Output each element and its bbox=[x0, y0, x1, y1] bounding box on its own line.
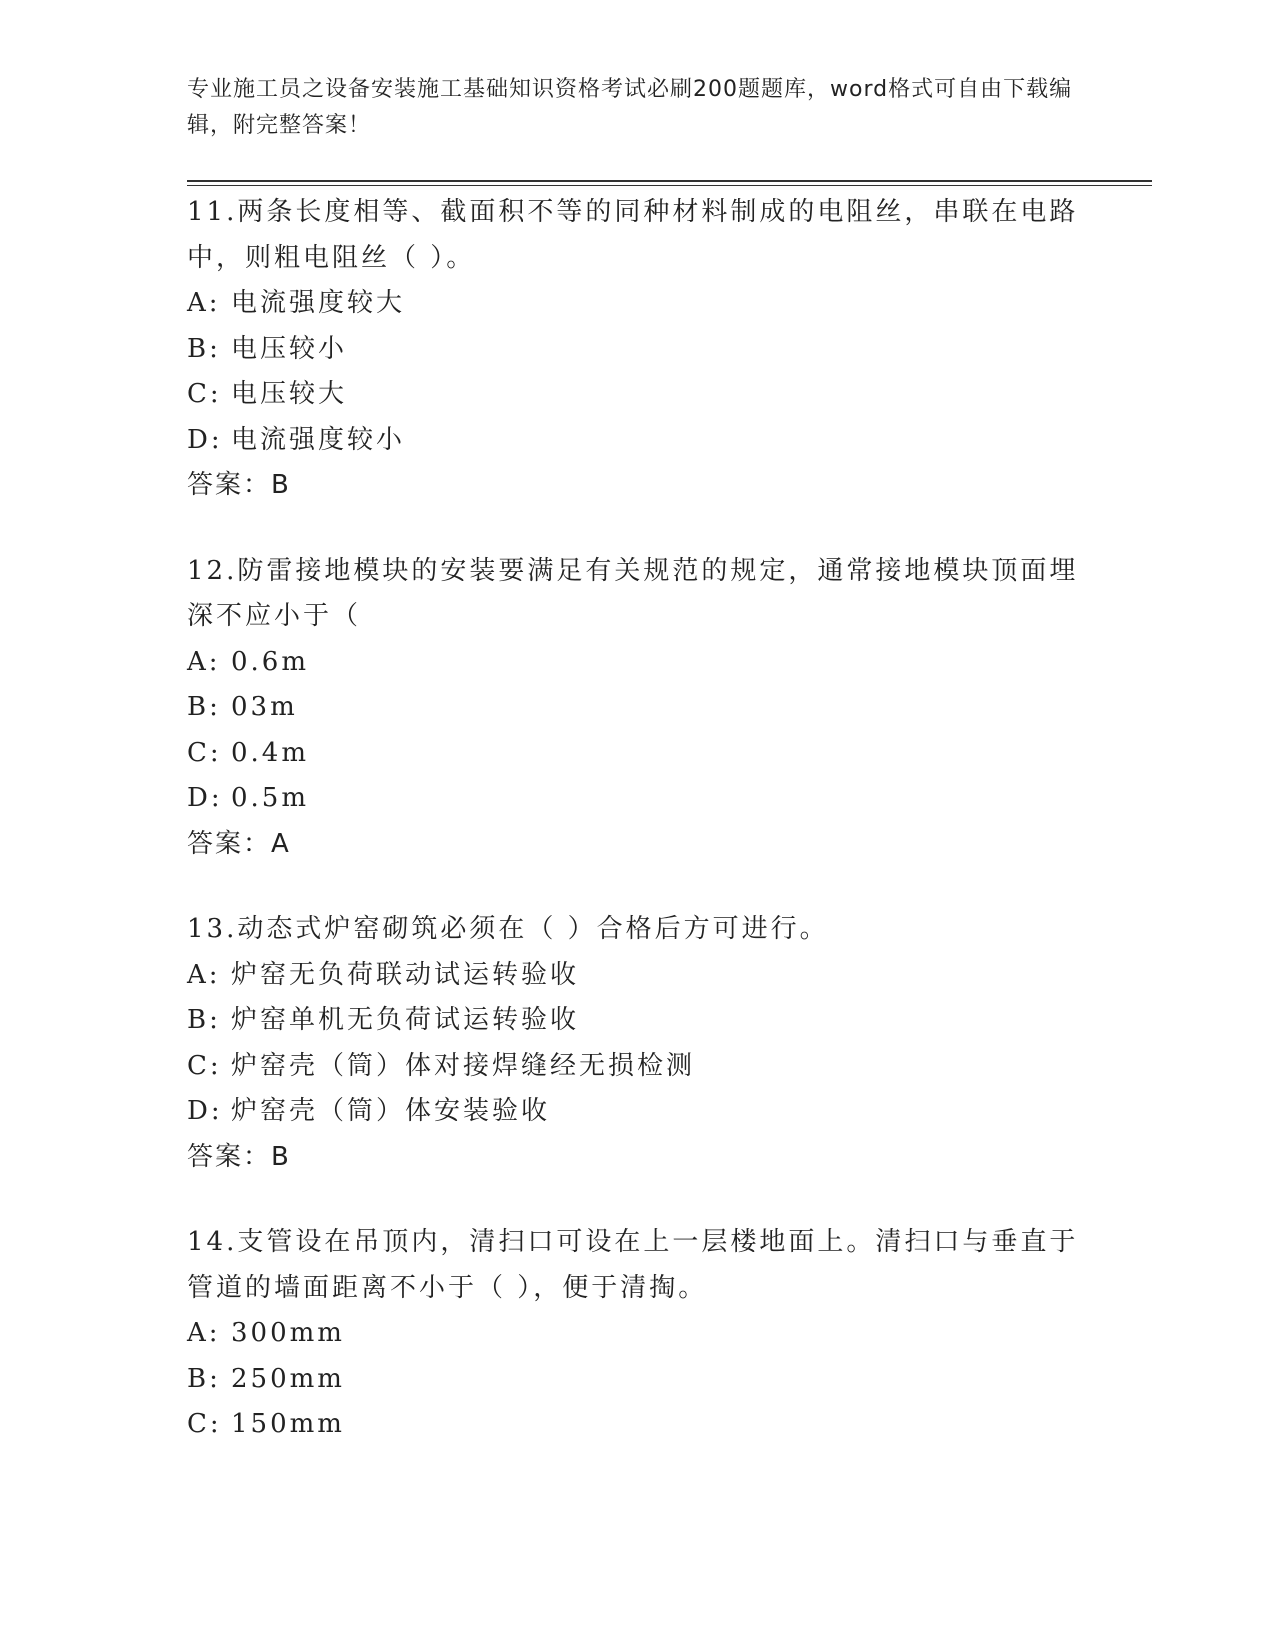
option-b bbox=[187, 327, 1087, 373]
option-text: 150mm bbox=[231, 1409, 345, 1439]
option-key: D: bbox=[187, 1096, 223, 1126]
option-key: B: bbox=[187, 692, 221, 722]
option-key: A: bbox=[187, 288, 221, 318]
option-key: D: bbox=[187, 424, 223, 455]
option-b bbox=[187, 998, 1087, 1044]
option-text: 03m bbox=[231, 692, 298, 722]
option-text: 300mm bbox=[231, 1318, 345, 1348]
option-text: 0.5m bbox=[231, 783, 310, 813]
option-text: 炉窑单机无负荷试运转验收 bbox=[231, 1005, 580, 1035]
option-a bbox=[187, 1311, 1087, 1357]
option-key: A: bbox=[187, 959, 221, 990]
option-text: 0.6m bbox=[231, 646, 310, 677]
option-c bbox=[187, 372, 1087, 418]
option-b bbox=[187, 1357, 1087, 1403]
option-key: A: bbox=[187, 646, 221, 677]
question-11 bbox=[187, 190, 1087, 509]
option-a bbox=[187, 953, 1087, 999]
question-stem: 12.防雷接地模块的安装要满足有关规范的规定，通常接地模块顶面埋深不应小于（ bbox=[187, 555, 1079, 631]
option-key: D: bbox=[187, 783, 223, 813]
option-key: B: bbox=[187, 333, 221, 364]
option-text: 电压较小 bbox=[231, 333, 348, 364]
option-text: 250mm bbox=[231, 1363, 345, 1394]
question-stem: 13.动态式炉窑砌筑必须在（ ）合格后方可进行。 bbox=[187, 914, 829, 944]
question-stem: 14.支管设在吊顶内，清扫口可设在上一层楼地面上。清扫口与垂直于管道的墙面距离不小于（ ），便于清掏。 bbox=[187, 1227, 1079, 1303]
option-key: C: bbox=[187, 737, 222, 768]
option-c bbox=[187, 731, 1087, 777]
option-key: B: bbox=[187, 1005, 221, 1035]
option-a bbox=[187, 281, 1087, 327]
answer-line: 答案：B bbox=[187, 1141, 291, 1172]
option-text: 炉窑壳（筒）体安装验收 bbox=[231, 1096, 551, 1126]
option-c bbox=[187, 1402, 1087, 1448]
option-b bbox=[187, 685, 1087, 731]
question-12 bbox=[187, 549, 1087, 868]
option-text: 炉窑壳（筒）体对接焊缝经无损检测 bbox=[231, 1050, 696, 1081]
option-text: 0.4m bbox=[231, 737, 310, 768]
document-header: 专业施工员之设备安装施工基础知识资格考试必刷200题题库，word格式可自由下载编辑，附完整答案！ bbox=[187, 77, 1073, 138]
option-a bbox=[187, 640, 1087, 686]
answer-line: 答案：A bbox=[187, 828, 291, 859]
question-13 bbox=[187, 907, 1087, 1180]
question-list bbox=[187, 190, 1087, 1488]
option-key: C: bbox=[187, 1050, 222, 1081]
option-text: 炉窑无负荷联动试运转验收 bbox=[231, 959, 580, 990]
header-divider-thick bbox=[187, 180, 1152, 182]
option-key: B: bbox=[187, 1363, 221, 1394]
question-14 bbox=[187, 1220, 1087, 1448]
option-text: 电压较大 bbox=[231, 379, 348, 409]
question-stem: 11.两条长度相等、截面积不等的同种材料制成的电阻丝，串联在电路中，则粗电阻丝（ ）。 bbox=[187, 197, 1079, 273]
header-divider-thin bbox=[187, 185, 1152, 186]
option-c bbox=[187, 1044, 1087, 1090]
option-text: 电流强度较大 bbox=[231, 288, 406, 318]
answer-line: 答案：B bbox=[187, 470, 291, 500]
option-d bbox=[187, 1089, 1087, 1135]
option-key: A: bbox=[187, 1318, 221, 1348]
option-text: 电流强度较小 bbox=[231, 424, 406, 455]
option-d bbox=[187, 418, 1087, 464]
option-key: C: bbox=[187, 1409, 222, 1439]
option-d bbox=[187, 776, 1087, 822]
option-key: C: bbox=[187, 379, 222, 409]
